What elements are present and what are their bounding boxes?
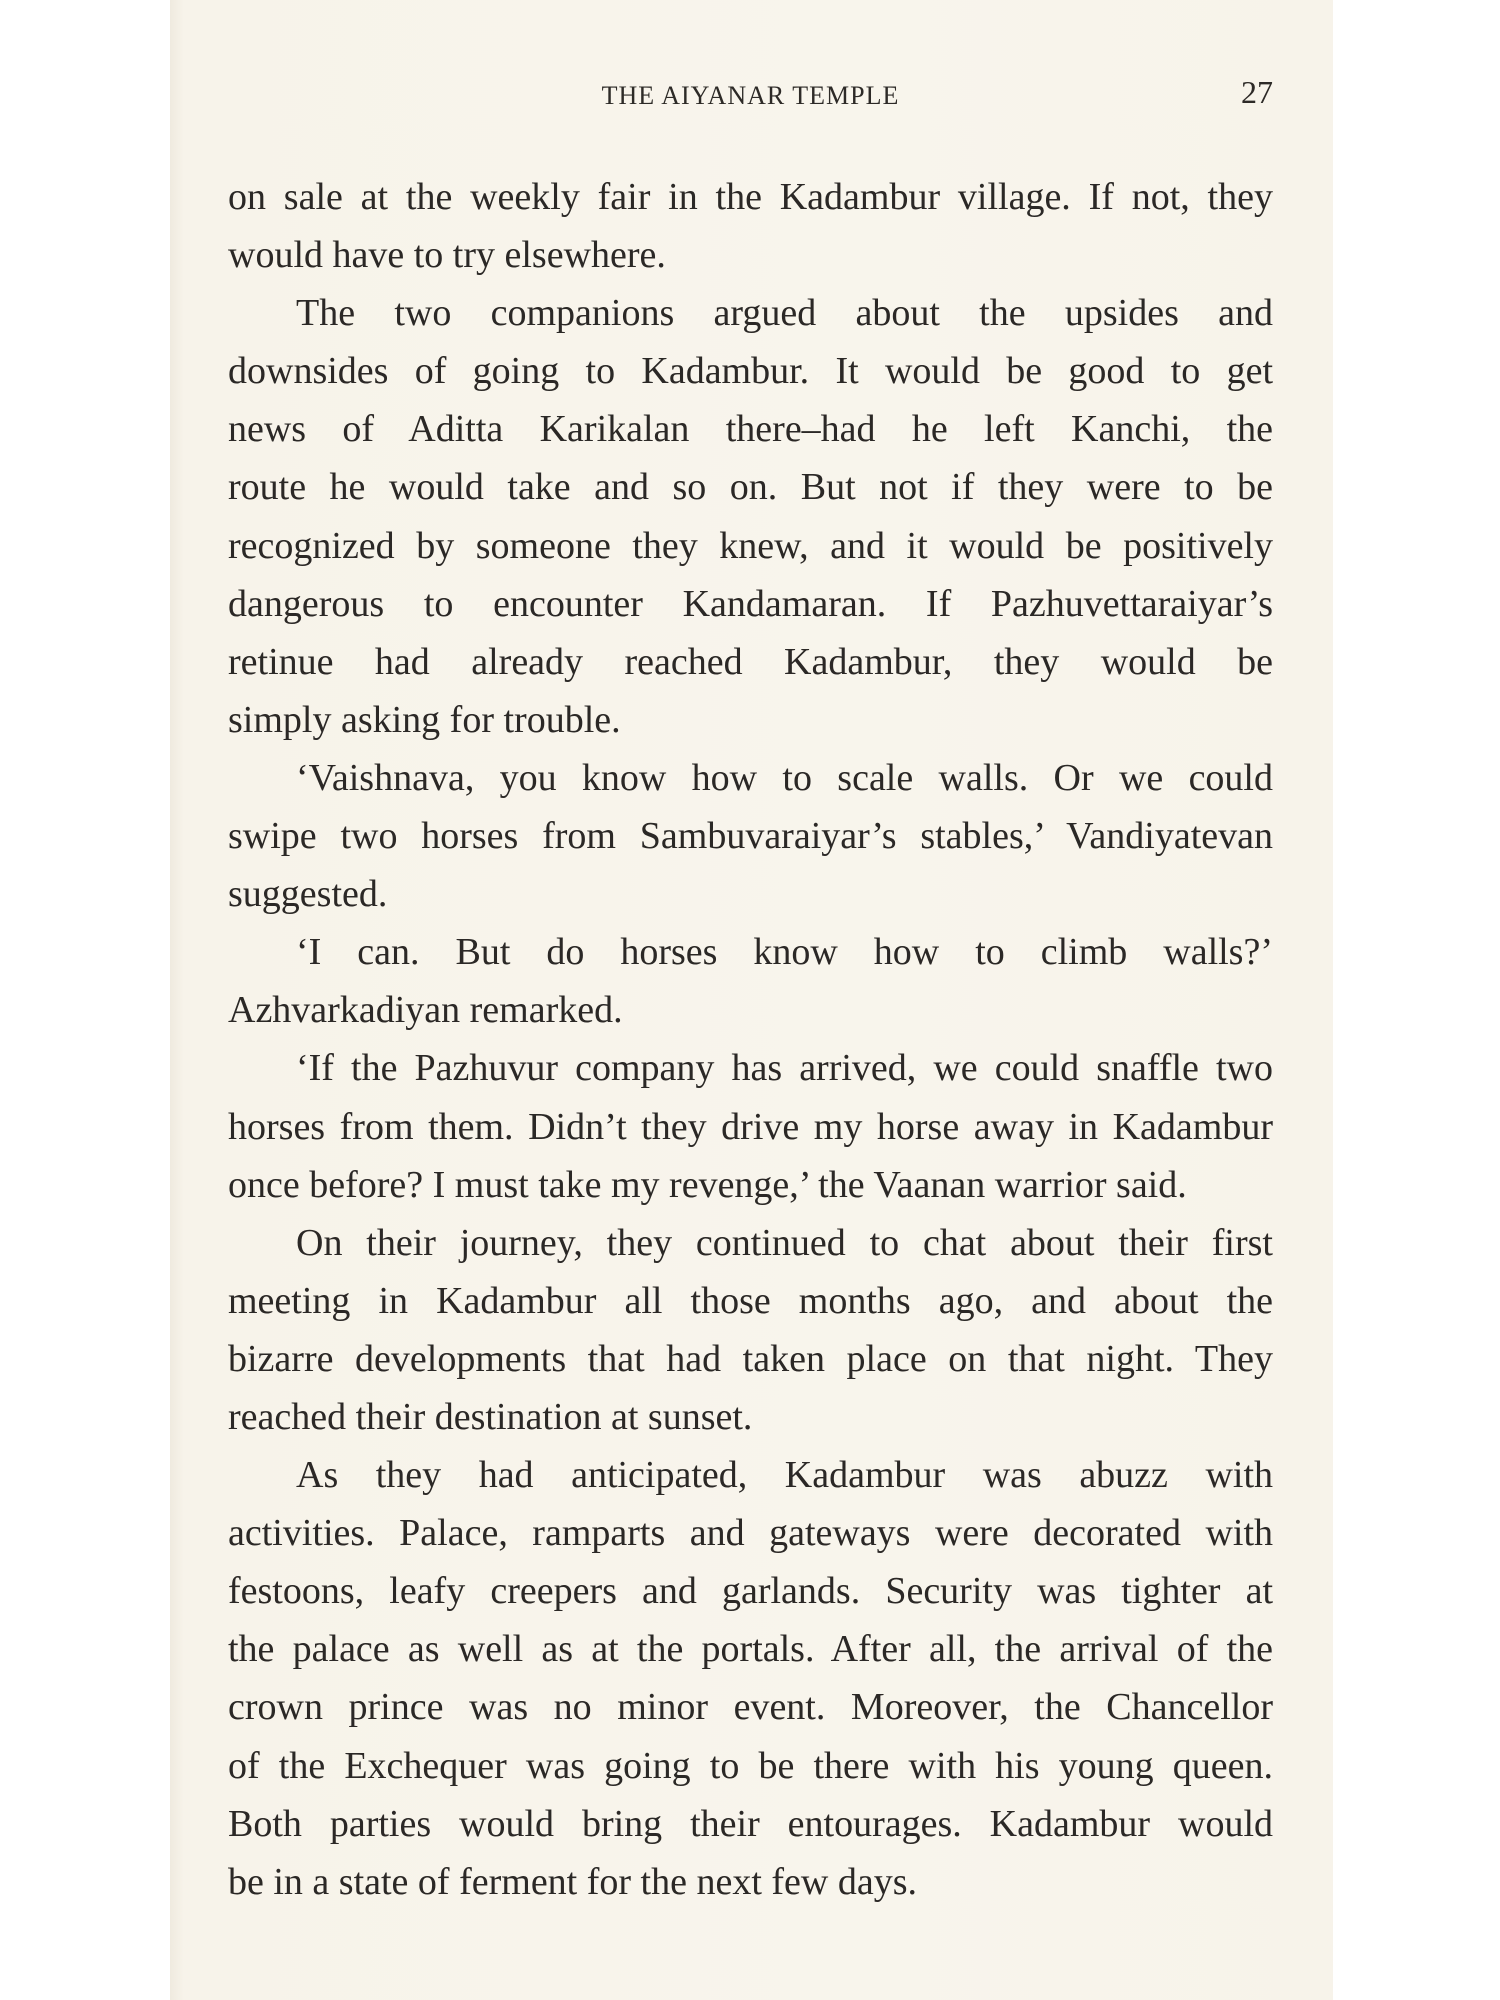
text-line: simply asking for trouble.: [228, 698, 621, 741]
text-line: swipe two horses from Sambuvaraiyar’s stables,’ Vandiyatevan: [228, 815, 1273, 858]
text-line: suggested.: [228, 873, 388, 916]
text-line: of the Exchequer was going to be there with his young queen.: [228, 1744, 1273, 1787]
text-line: crown prince was no minor event. Moreover, the Chancellor: [228, 1686, 1273, 1729]
text-line: once before? I must take my revenge,’ the Vaanan warrior said.: [228, 1163, 1187, 1206]
body-text: [228, 168, 1273, 1911]
paragraph: [228, 1214, 1273, 1446]
paragraph: [228, 1039, 1273, 1213]
text-line: on sale at the weekly fair in the Kadambur village. If not, they: [228, 176, 1273, 218]
text-line: On their journey, they continued to chat about their first: [296, 1221, 1273, 1264]
text-line: retinue had already reached Kadambur, they would be: [228, 640, 1273, 683]
text-line: ‘If the Pazhuvur company has arrived, we could snaffle two: [296, 1047, 1273, 1090]
text-line: news of Aditta Karikalan there–had he left Kanchi, the: [228, 408, 1273, 451]
text-line: ‘Vaishnava, you know how to scale walls. Or we could: [296, 756, 1273, 799]
text-line: be in a state of ferment for the next few days.: [228, 1860, 918, 1903]
text-line: Azhvarkadiyan remarked.: [228, 989, 623, 1032]
text-line: As they had anticipated, Kadambur was abuzz with: [296, 1454, 1273, 1497]
page-number: 27: [1241, 74, 1273, 110]
running-header: THE AIYANAR TEMPLE: [601, 81, 900, 110]
paragraph: [228, 749, 1273, 923]
text-line: The two companions argued about the upsides and: [296, 292, 1273, 335]
text-line: the palace as well as at the portals. After all, the arrival of the: [228, 1628, 1273, 1671]
text-line: downsides of going to Kadambur. It would be good to get: [228, 350, 1273, 393]
text-line: reached their destination at sunset.: [228, 1395, 753, 1438]
paragraph: [228, 284, 1273, 749]
text-line: activities. Palace, ramparts and gateways were decorated with: [228, 1512, 1273, 1555]
text-line: Both parties would bring their entourages. Kadambur would: [228, 1802, 1273, 1845]
text-line: dangerous to encounter Kandamaran. If Pazhuvettaraiyar’s: [228, 582, 1273, 625]
text-line: route he would take and so on. But not if they were to be: [228, 466, 1273, 509]
text-line: recognized by someone they knew, and it would be positively: [228, 524, 1273, 567]
text-line: bizarre developments that had taken place on that night. They: [228, 1337, 1273, 1380]
text-line: festoons, leafy creepers and garlands. Security was tighter at: [228, 1570, 1273, 1613]
paragraph: [228, 923, 1273, 1039]
text-line: ‘I can. But do horses know how to climb walls?’: [296, 931, 1273, 974]
paragraph: [228, 168, 1273, 284]
paragraph: [228, 1446, 1273, 1911]
text-line: horses from them. Didn’t they drive my horse away in Kadambur: [228, 1105, 1273, 1148]
text-line: would have to try elsewhere.: [228, 234, 666, 277]
text-line: meeting in Kadambur all those months ago, and about the: [228, 1279, 1273, 1322]
